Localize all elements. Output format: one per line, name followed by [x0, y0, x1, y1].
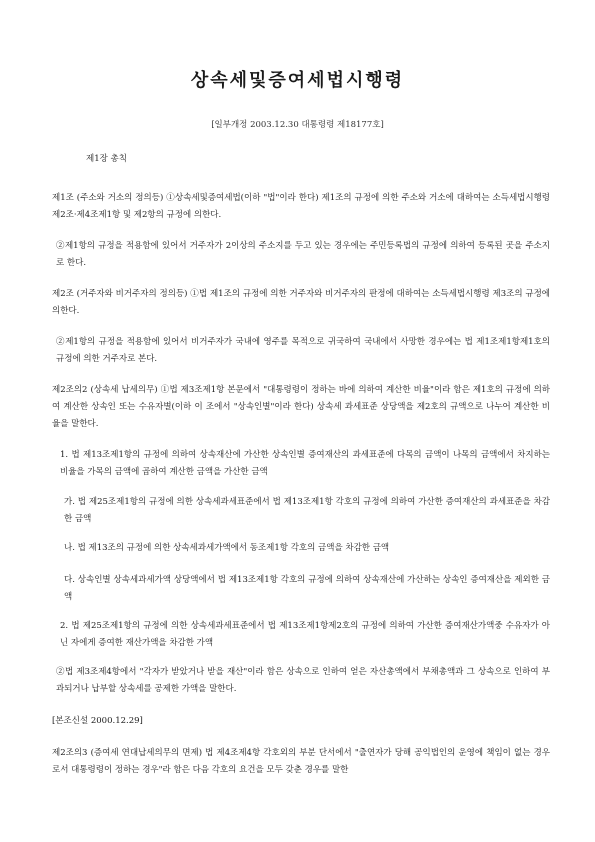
paragraph-article-2-2-1: 제2조의2 (상속세 납세의무) ①법 제3조제1항 본문에서 "대통령령이 정하는 바에 의하여 계산한 비율"이라 함은 제1호의 규정에 의하여 계산한 상속인 또는 수유자별(이하 이 조에서 "상속인별"이라 한다) 상속세 과세표준 상당액을 제2호의 규액으로 나누어 계산한 비율을 말한다.: [52, 385, 550, 429]
paragraph-article-2: 제2조 (거주자와 비거주자의 정의등) ①법 제1조의 규정에 의한 거주자와 비거주자의 판정에 대하여는 소득세법시행령 제3조의 규정에 의한다.: [52, 289, 550, 316]
page-title: 상속세및증여세법시행령: [190, 70, 405, 91]
chapter-heading: 제1장 총칙: [86, 154, 127, 164]
paragraph-article-2-2-2: ②법 제3조제4항에서 "각자가 받았거나 받을 재산"이라 함은 상속으로 인하여 얻은 자산총액에서 부채총액과 그 상속으로 인하여 부과되거나 납부할 상속세를 공제한 가액을 말한다.: [56, 667, 550, 694]
paragraph-item-na: 나. 법 제13조의 규정에 의한 상속세과세가액에서 동조제1항 각호의 금액을 차감한 금액: [64, 543, 390, 553]
paragraph-item-2: 2. 법 제25조제1항의 규정에 의한 상속세과세표준에서 법 제13조제1항제2호의 규정에 의하여 가산한 증여재산가액중 수유자가 아닌 자에게 증여한 재산가액을 차감한 가액: [60, 621, 550, 648]
new-provision-note: [본조신설 2000.12.29]: [52, 716, 143, 726]
paragraph-article-2-2: ②제1항의 규정을 적용함에 있어서 비거주자가 국내에 영주를 목적으로 귀국하여 국내에서 사망한 경우에는 법 제1조제1항제1호의 규정에 의한 거주자로 본다.: [56, 337, 550, 364]
paragraph-item-da: 다. 상속인별 상속세과세가액 상당액에서 법 제13조제1항 각호의 규정에 의하여 상속재산에 가산하는 상속인 증여재산을 제외한 금액: [64, 575, 550, 602]
paragraph-article-1-2: ②제1항의 규정을 적용함에 있어서 거주자가 2이상의 주소지를 두고 있는 경우에는 주민등록법의 규정에 의하여 등록된 곳을 주소지로 한다.: [56, 241, 550, 268]
paragraph-item-1: 1. 법 제13조제1항의 규정에 의하여 상속재산에 가산한 상속인별 증여재산의 과세표준에 다목의 금액이 나목의 금액에서 차지하는 비율을 가목의 금액에 곱하여 계산한 금액을 가산한 금액: [60, 450, 550, 477]
revision-note: [일부개정 2003.12.30 대통령령 제18177호]: [211, 120, 384, 130]
paragraph-item-ga: 가. 법 제25조제1항의 규정에 의한 상속세과세표준에서 법 제13조제1항 각호의 규정에 의하여 가산한 증여재산의 과세표준을 차감한 금액: [64, 497, 550, 524]
paragraph-article-1: 제1조 (주소와 거소의 정의등) ①상속세및증여세법(이하 "법"이라 한다) 제1조의 규정에 의한 주소와 거소에 대하여는 소득세법시행령 제2조·제4조제1항 및 제2항의 규정에 의한다.: [52, 193, 550, 220]
paragraph-article-2-3: 제2조의3 (증여세 연대납세의무의 면제) 법 제4조제4항 각호외의 부분 단서에서 "출연자가 당해 공익법인의 운영에 책임이 없는 경우로서 대통령령이 정하는 경우"라 함은 다음 각호의 요건을 모두 갖춘 경우를 말한: [52, 748, 550, 775]
